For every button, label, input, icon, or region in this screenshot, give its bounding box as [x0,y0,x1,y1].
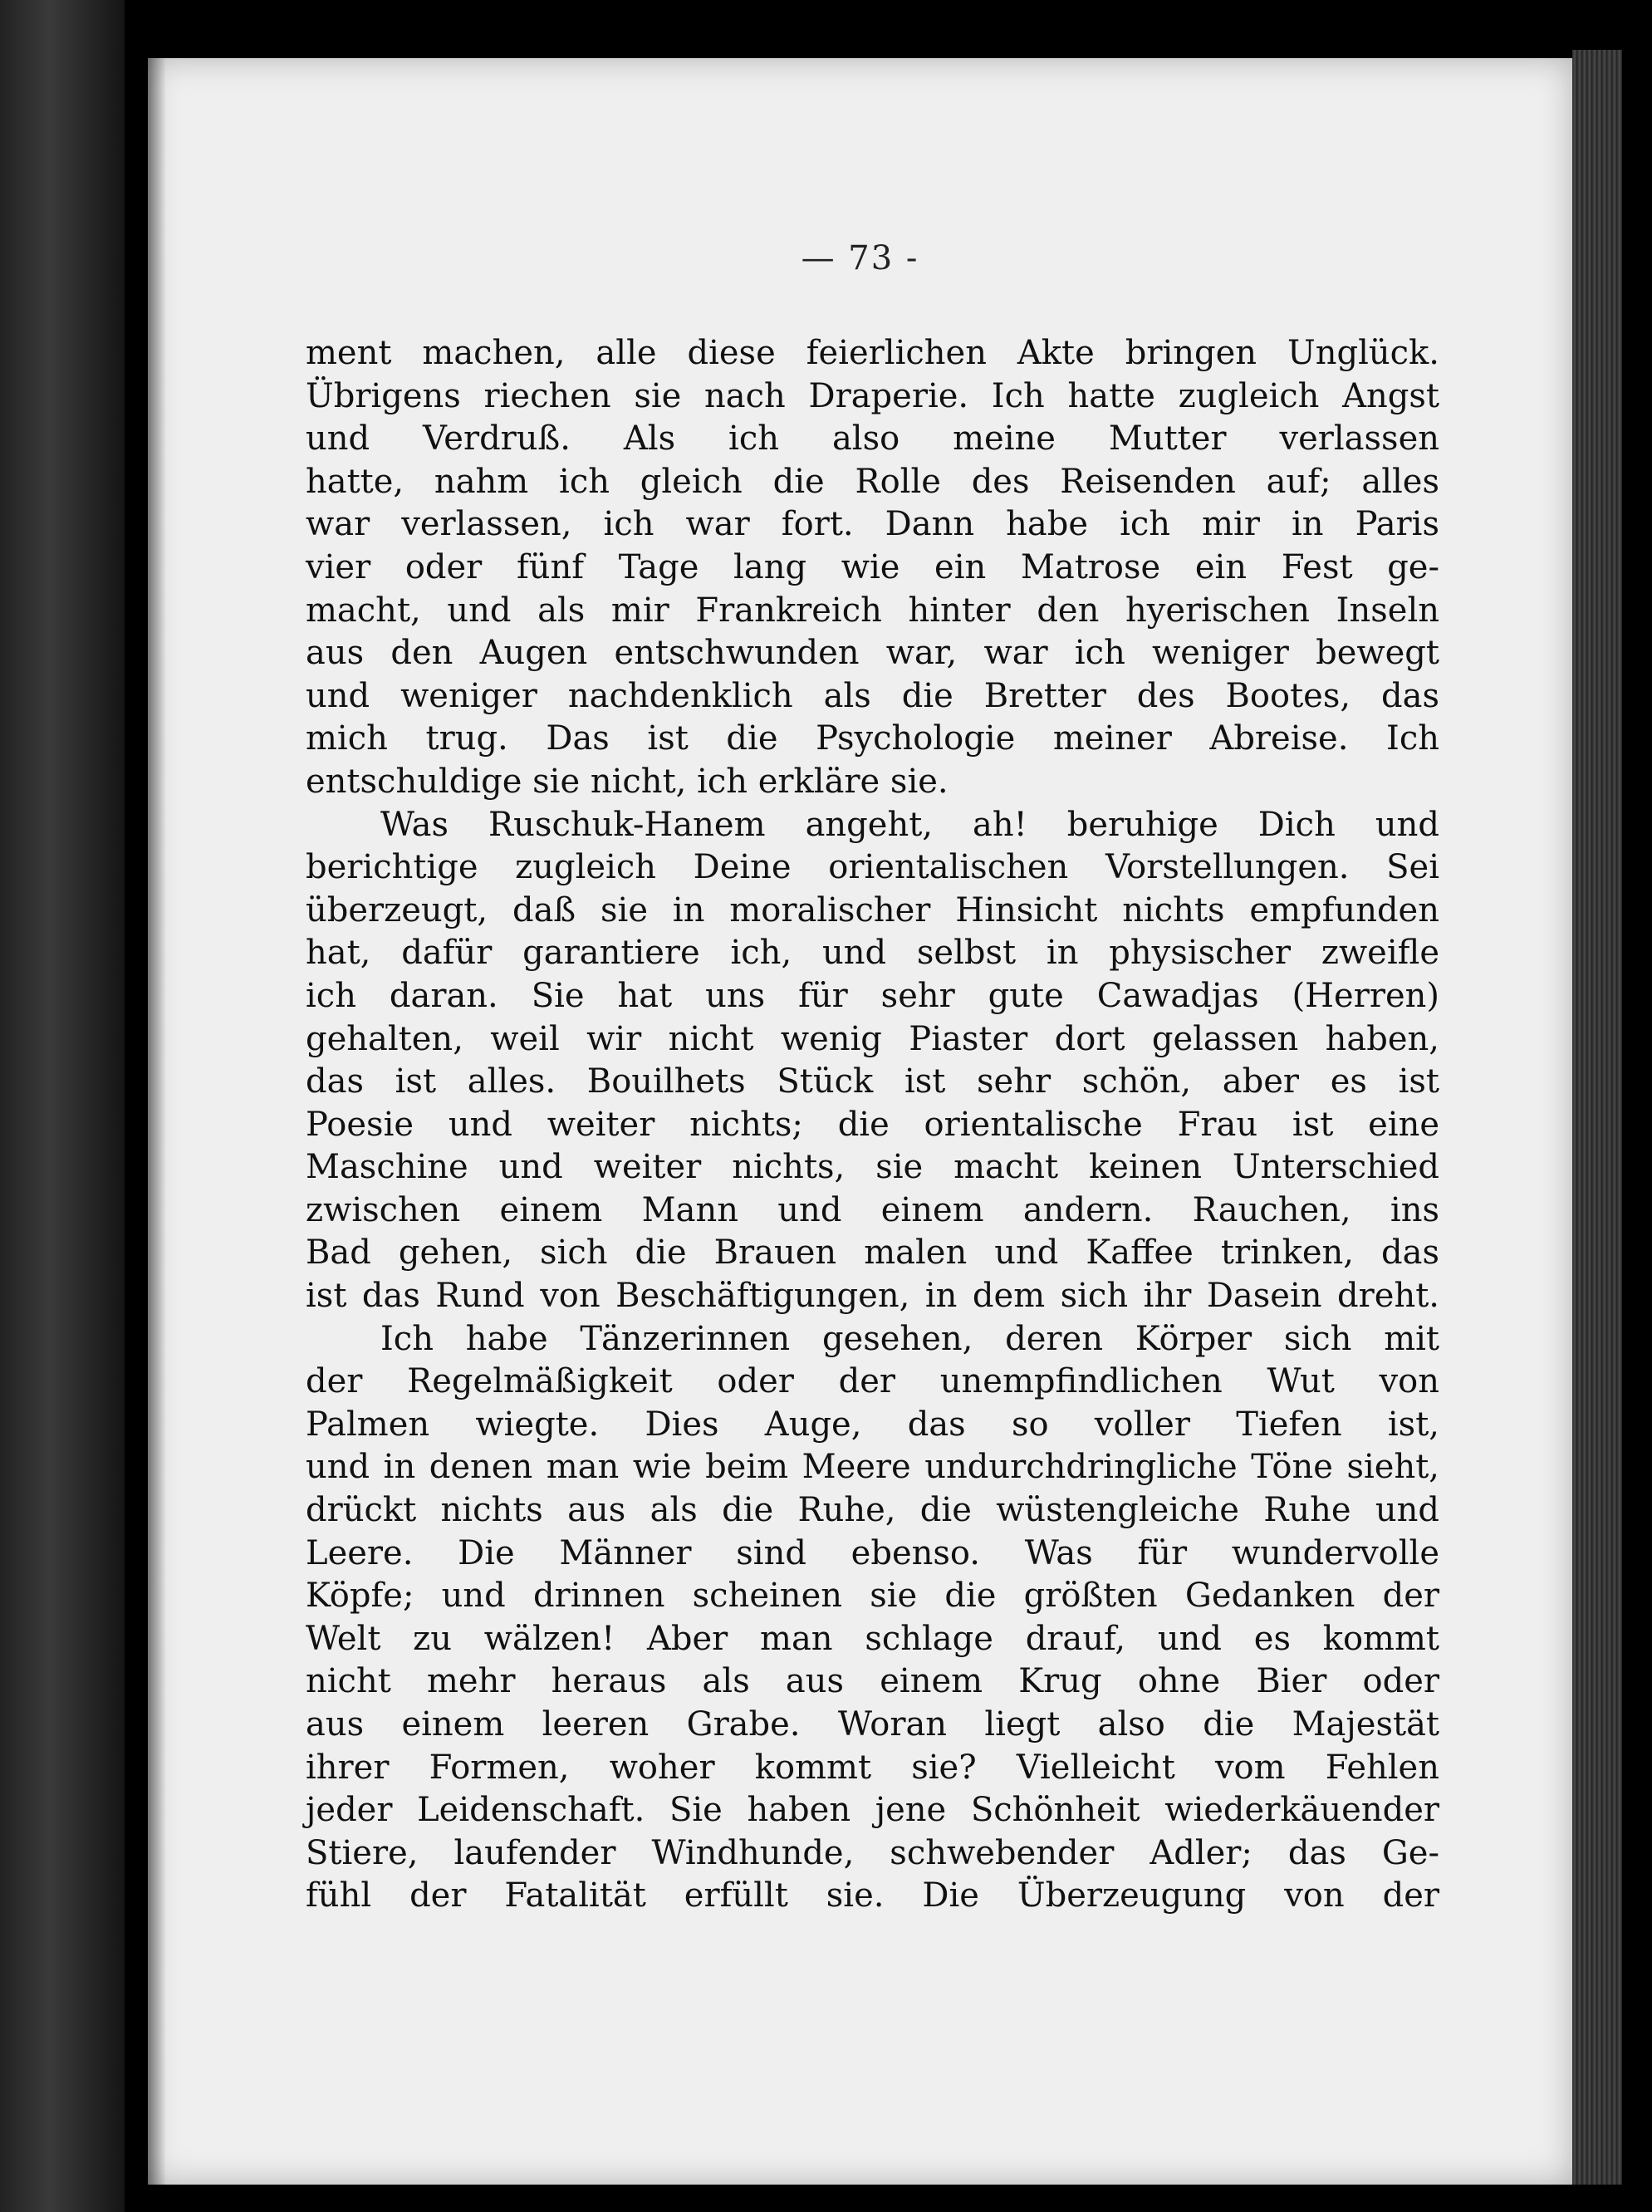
text-line: berichtige zugleich Deine orientalischen Vorstellungen. Sei [306,848,1439,887]
text-line: war verlassen, ich war fort. Dann habe ich mir in Paris [306,505,1439,544]
text-line: macht, und als mir Frankreich hinter den hyerischen Inseln [306,591,1439,630]
text-line: Ich habe Tänzerinnen gesehen, deren Körper sich mit [380,1319,1439,1358]
text-line: Maschine und weiter nichts, sie macht keinen Unterschied [306,1148,1439,1187]
text-line: Köpfe; und drinnen scheinen sie die größten Gedanken der [306,1577,1439,1616]
text-line: hat, dafür garantiere ich, und selbst in physischer zweifle [306,934,1439,973]
page-stack-edge [1572,50,1622,2185]
text-line: hatte, nahm ich gleich die Rolle des Reisenden auf; alles [306,462,1439,501]
text-line: jeder Leidenschaft. Sie haben jene Schönheit wiederkäuender [306,1791,1439,1830]
text-line: und Verdruß. Als ich also meine Mutter verlassen [306,419,1439,459]
text-line: überzeugt, daß sie in moralischer Hinsicht nichts empfunden [306,890,1439,929]
text-line: Poesie und weiter nichts; die orientalische Frau ist eine [306,1105,1439,1144]
text-line: Leere. Die Männer sind ebenso. Was für wundervolle [306,1533,1439,1572]
text-line: ihrer Formen, woher kommt sie? Vielleicht vom Fehlen [306,1748,1439,1787]
page-number: — 73 - [801,239,919,277]
body-text [306,332,1439,1918]
text-line: und weniger nachdenklich als die Bretter des Bootes, das [306,676,1439,715]
text-line: aus einem leeren Grabe. Woran liegt also die Majestät [306,1705,1439,1744]
text-line: drückt nichts aus als die Ruhe, die wüstengleiche Ruhe und [306,1491,1439,1530]
text-line: der Regelmäßigkeit oder der unempfindlichen Wut von [306,1362,1439,1401]
text-line: entschuldige sie nicht, ich erkläre sie. [306,762,949,801]
text-line: Welt zu wälzen! Aber man schlage drauf, und es kommt [306,1619,1439,1658]
text-line: vier oder fünf Tage lang wie ein Matrose ein Fest ge- [306,547,1439,586]
gutter-shadow [148,58,166,2185]
text-line: und in denen man wie beim Meere undurchdringliche Töne sieht, [306,1448,1439,1487]
text-line: Übrigens riechen sie nach Draperie. Ich hatte zugleich Angst [306,376,1439,415]
text-line: Palmen wiegte. Dies Auge, das so voller Tiefen ist, [306,1405,1439,1444]
text-line: Stiere, laufender Windhunde, schwebender Adler; das Ge- [306,1833,1439,1872]
text-line: Bad gehen, sich die Brauen malen und Kaffee trinken, das [306,1234,1439,1273]
text-line: ist das Rund von Beschäftigungen, in dem sich ihr Dasein dreht. [306,1277,1439,1316]
text-line: nicht mehr heraus als aus einem Krug ohne Bier oder [306,1662,1439,1701]
text-line: das ist alles. Bouilhets Stück ist sehr schön, aber es ist [306,1062,1439,1101]
book-page [148,58,1572,2185]
text-line: gehalten, weil wir nicht wenig Piaster dort gelassen haben, [306,1019,1439,1058]
text-line: Was Ruschuk-Hanem angeht, ah! beruhige Dich und [380,805,1439,844]
text-line: zwischen einem Mann und einem andern. Rauchen, ins [306,1190,1439,1229]
left-page-edge [0,0,125,2212]
text-line: mich trug. Das ist die Psychologie meiner Abreise. Ich [306,719,1439,758]
text-line: aus den Augen entschwunden war, war ich weniger bewegt [306,634,1439,673]
text-line: fühl der Fatalität erfüllt sie. Die Überzeugung von der [306,1876,1439,1915]
text-line: ich daran. Sie hat uns für sehr gute Cawadjas (Herren) [306,976,1439,1015]
text-line: ment machen, alle diese feierlichen Akte bringen Unglück. [306,334,1439,372]
